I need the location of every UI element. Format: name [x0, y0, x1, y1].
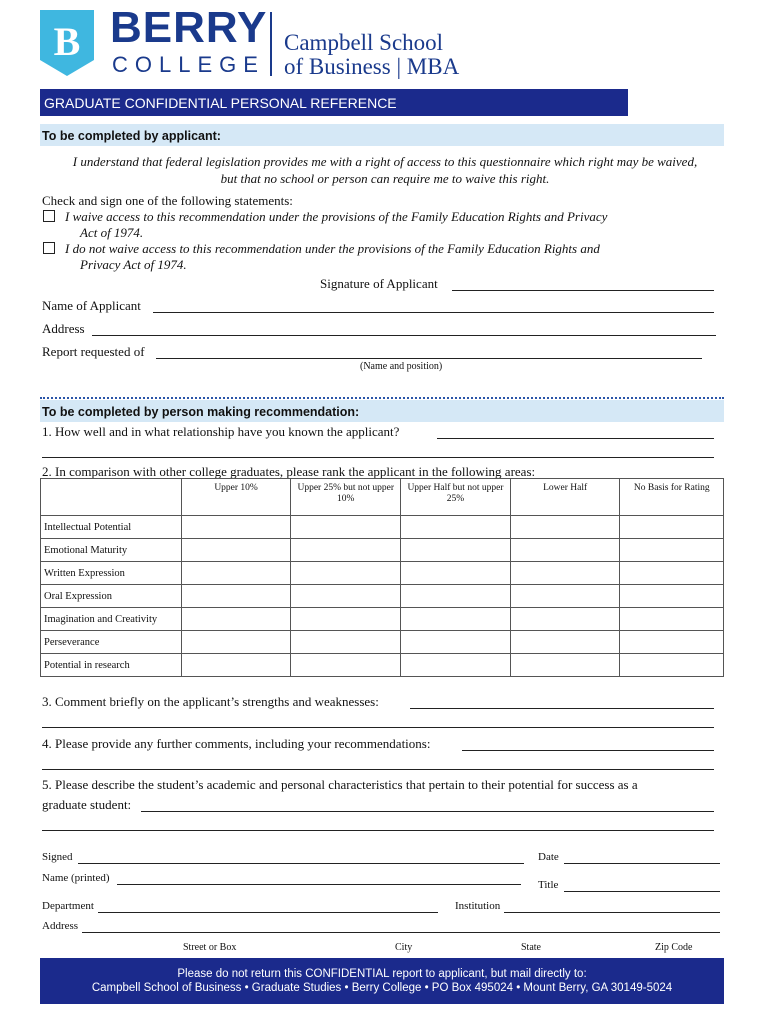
school-line2: of Business | MBA: [284, 54, 460, 79]
rating-cell[interactable]: [181, 631, 291, 654]
table-row: [41, 585, 724, 608]
rating-cell[interactable]: [510, 562, 620, 585]
table-row: [41, 654, 724, 677]
rating-cell[interactable]: [291, 631, 401, 654]
signature-applicant-label: Signature of Applicant: [320, 276, 438, 291]
rating-cell[interactable]: [510, 516, 620, 539]
ranking-table: [40, 478, 724, 677]
question-1-field-line2[interactable]: [42, 445, 714, 458]
ranking-corner-cell: [41, 479, 182, 516]
footer-line2: Campbell School of Business • Graduate Studies • Berry College • PO Box 495024 • Mount Berry, GA 30149-5024: [91, 982, 673, 994]
column-header: Upper 10%: [181, 479, 291, 516]
notice-line2: but that no school or person can require me to waive this right.: [220, 171, 550, 186]
brand-line2: COLLEGE: [112, 52, 265, 77]
signed-field[interactable]: [78, 851, 524, 864]
institution-label: Institution: [455, 900, 501, 912]
row-label: Potential in research: [41, 654, 182, 677]
recommender-section-heading: To be completed by person making recommendation:: [42, 405, 360, 419]
option-not-waive-line2: Privacy Act of 1974.: [80, 257, 187, 272]
address-sig-field[interactable]: [82, 920, 720, 933]
date-label: Date: [538, 851, 559, 863]
rating-cell[interactable]: [291, 539, 401, 562]
rating-cell[interactable]: [620, 539, 724, 562]
rating-cell[interactable]: [181, 585, 291, 608]
table-row: [41, 562, 724, 585]
option-waive-line2: Act of 1974.: [80, 225, 144, 240]
question-1-field[interactable]: [437, 424, 714, 439]
department-field[interactable]: [98, 900, 438, 913]
rating-cell[interactable]: [620, 562, 724, 585]
column-header: Lower Half: [510, 479, 620, 516]
rating-cell[interactable]: [620, 585, 724, 608]
footer-line1: Please do not return this CONFIDENTIAL report to applicant, but mail directly to:: [177, 968, 587, 980]
question-5-field[interactable]: [141, 797, 714, 812]
state-label: State: [521, 942, 541, 953]
rating-cell[interactable]: [510, 608, 620, 631]
name-applicant-label: Name of Applicant: [42, 298, 141, 313]
table-row: [41, 539, 724, 562]
rating-cell[interactable]: [181, 608, 291, 631]
rating-cell[interactable]: [291, 562, 401, 585]
rating-cell[interactable]: [510, 585, 620, 608]
rating-cell[interactable]: [181, 539, 291, 562]
question-5-line2: graduate student:: [42, 797, 132, 812]
signature-applicant-field[interactable]: [452, 276, 714, 291]
table-row: [41, 631, 724, 654]
notice-line1: I understand that federal legislation provides me with a right of access to this questionnaire which right may be waived,: [72, 154, 698, 169]
column-header: Upper Half but not upper 25%: [401, 479, 511, 516]
date-field[interactable]: [564, 851, 720, 864]
rating-cell[interactable]: [401, 562, 511, 585]
row-label: Imagination and Creativity: [41, 608, 182, 631]
name-applicant-field[interactable]: [153, 298, 714, 313]
section-divider: [40, 397, 724, 399]
form-title: GRADUATE CONFIDENTIAL PERSONAL REFERENCE: [44, 95, 397, 111]
question-2: 2. In comparison with other college graduates, please rank the applicant in the following areas:: [42, 464, 536, 479]
question-4-field-line2[interactable]: [42, 757, 714, 770]
logo-letter: B: [53, 19, 81, 64]
title-field[interactable]: [564, 879, 720, 892]
waive-checkbox[interactable]: [43, 210, 55, 222]
address-field[interactable]: [92, 321, 716, 336]
zip-label: Zip Code: [655, 942, 693, 953]
not-waive-checkbox[interactable]: [43, 242, 55, 254]
school-line1: Campbell School: [284, 30, 444, 55]
title-label: Title: [538, 879, 559, 891]
question-4: 4. Please provide any further comments, including your recommendations:: [42, 736, 431, 751]
rating-cell[interactable]: [401, 539, 511, 562]
report-requested-field[interactable]: [156, 344, 702, 359]
header-divider: [270, 12, 272, 76]
column-header: Upper 25% but not upper 10%: [291, 479, 401, 516]
rating-cell[interactable]: [291, 516, 401, 539]
rating-cell[interactable]: [401, 654, 511, 677]
signed-label: Signed: [42, 851, 73, 863]
rating-cell[interactable]: [401, 516, 511, 539]
question-1: 1. How well and in what relationship have you known the applicant?: [42, 424, 400, 439]
check-instruction: Check and sign one of the following statements:: [42, 193, 293, 208]
question-3-field[interactable]: [410, 694, 714, 709]
rating-cell[interactable]: [401, 585, 511, 608]
report-requested-label: Report requested of: [42, 344, 145, 359]
row-label: Oral Expression: [41, 585, 182, 608]
rating-cell[interactable]: [620, 608, 724, 631]
brand-line1: BERRY: [110, 3, 268, 52]
address-sig-label: Address: [42, 920, 79, 932]
option-not-waive-line1: I do not waive access to this recommendation under the provisions of the Family Education Rights and: [65, 241, 600, 256]
address-label: Address: [42, 321, 85, 336]
question-5-line1: 5. Please describe the student’s academic and personal characteristics that pertain to their potential for success as a: [42, 777, 638, 792]
rating-cell[interactable]: [620, 631, 724, 654]
row-label: Perseverance: [41, 631, 182, 654]
column-header: No Basis for Rating: [620, 479, 724, 516]
ranking-header-row: [41, 479, 724, 516]
rating-cell[interactable]: [181, 516, 291, 539]
institution-field[interactable]: [504, 900, 720, 913]
city-label: City: [395, 942, 413, 953]
rating-cell[interactable]: [620, 654, 724, 677]
name-printed-label: Name (printed): [42, 872, 110, 884]
name-printed-field[interactable]: [117, 872, 521, 885]
rating-cell[interactable]: [291, 654, 401, 677]
rating-cell[interactable]: [510, 539, 620, 562]
table-row: [41, 516, 724, 539]
rating-cell[interactable]: [510, 654, 620, 677]
option-waive-line1: I waive access to this recommendation under the provisions of the Family Education Rights and Privacy: [65, 209, 608, 224]
rating-cell[interactable]: [401, 631, 511, 654]
rating-cell[interactable]: [291, 608, 401, 631]
question-4-field[interactable]: [462, 736, 714, 751]
rating-cell[interactable]: [401, 608, 511, 631]
rating-cell[interactable]: [620, 516, 724, 539]
row-label: Written Expression: [41, 562, 182, 585]
street-label: Street or Box: [183, 942, 237, 953]
question-3: 3. Comment briefly on the applicant’s strengths and weaknesses:: [42, 694, 379, 709]
rating-cell[interactable]: [181, 654, 291, 677]
rating-cell[interactable]: [181, 562, 291, 585]
rating-cell[interactable]: [510, 631, 620, 654]
report-requested-hint: (Name and position): [360, 361, 443, 372]
berry-logo-shield: [38, 8, 96, 78]
question-5-field-line2[interactable]: [42, 818, 714, 831]
table-row: [41, 608, 724, 631]
row-label: Emotional Maturity: [41, 539, 182, 562]
row-label: Intellectual Potential: [41, 516, 182, 539]
rating-cell[interactable]: [291, 585, 401, 608]
applicant-section-heading: To be completed by applicant:: [42, 129, 221, 143]
question-3-field-line2[interactable]: [42, 715, 714, 728]
department-label: Department: [42, 900, 94, 912]
